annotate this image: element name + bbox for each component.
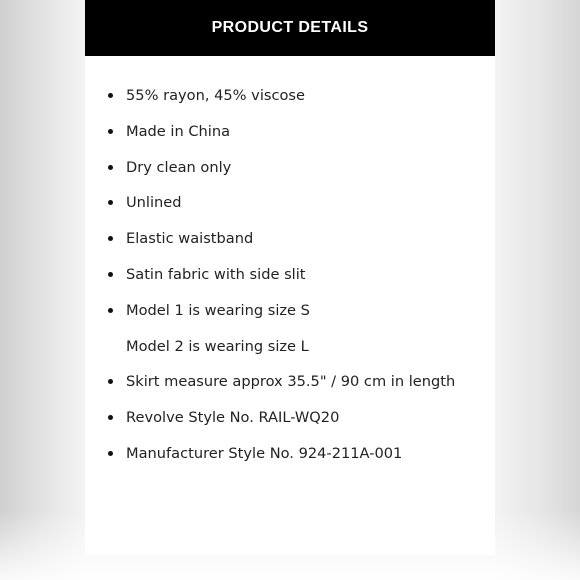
detail-item-revolve-style: [85, 400, 495, 436]
bullet-icon: [108, 93, 113, 98]
bullet-icon: [108, 451, 113, 456]
detail-item-origin: [85, 114, 495, 150]
detail-text: Revolve Style No. RAIL-WQ20: [126, 409, 340, 427]
detail-text: Model 2 is wearing size L: [126, 337, 309, 355]
detail-item-care: [85, 150, 495, 186]
bullet-icon: [108, 379, 113, 384]
detail-text: Made in China: [126, 122, 231, 140]
detail-text: Model 1 is wearing size S: [126, 301, 310, 319]
detail-text: Skirt measure approx 35.5" / 90 cm in length: [126, 373, 456, 391]
detail-text: Elastic waistband: [126, 230, 254, 248]
bullet-icon: [108, 129, 113, 134]
detail-text: Dry clean only: [126, 158, 232, 176]
product-details-title: PRODUCT DETAILS: [211, 19, 369, 36]
detail-text: Manufacturer Style No. 924-211A-001: [126, 444, 403, 462]
detail-text: 55% rayon, 45% viscose: [126, 87, 306, 104]
detail-item-manufacturer-style: [85, 436, 495, 472]
product-details-list: [85, 78, 495, 472]
bullet-icon: [108, 165, 113, 170]
detail-item-material: [85, 78, 495, 114]
detail-text: Satin fabric with side slit: [126, 265, 306, 283]
bullet-icon: [108, 236, 113, 241]
detail-text: Unlined: [126, 194, 182, 212]
bullet-icon: [108, 415, 113, 420]
detail-item-model-2-size: [85, 329, 495, 365]
detail-item-fabric: [85, 257, 495, 293]
detail-item-lining: [85, 185, 495, 221]
bullet-icon: [108, 308, 113, 313]
product-details-panel: [85, 0, 495, 555]
detail-item-model-1-size: [85, 293, 495, 329]
detail-item-waistband: [85, 221, 495, 257]
detail-item-length: [85, 364, 495, 400]
bullet-icon: [108, 200, 113, 205]
bullet-icon: [108, 272, 113, 277]
product-details-header: [85, 0, 495, 56]
